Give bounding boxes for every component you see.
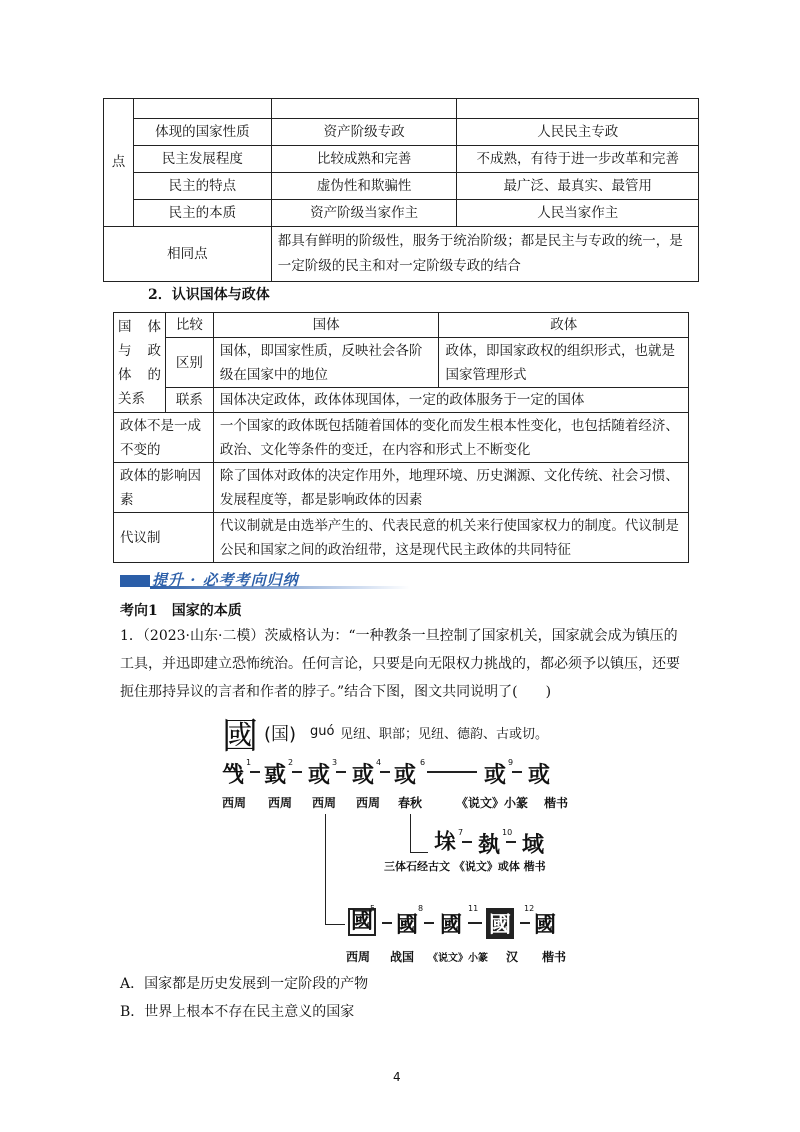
head-note: 见纽、职部；见纽、德韵、古或切。 (340, 727, 549, 742)
glyph: 𡋠 (434, 830, 457, 855)
period-label: 汉 (506, 950, 519, 964)
section-banner (120, 569, 400, 593)
glyph: 國 (440, 913, 463, 938)
table1-cell: 虚伪性和欺骗性 (271, 173, 457, 200)
glyph-number: 9 (508, 758, 514, 767)
banner-text: 提升 · 必考考向归纳 (152, 571, 299, 589)
col-zhengti: 政体 (439, 313, 689, 338)
glyph-number: 5 (370, 904, 376, 913)
period-label: 战国 (390, 950, 415, 964)
table1-cell: 比较成熟和完善 (271, 146, 457, 173)
option-b: B．世界上根本不存在民主意义的国家 (120, 1004, 355, 1020)
table1-cell: 人民当家作主 (457, 200, 699, 227)
period-label: 楷书 (544, 796, 569, 810)
table1-cell: 资产阶级当家作主 (271, 200, 457, 227)
diff-zhengti: 政体，即国家政权的组织形式，也就是国家管理形式 (439, 338, 689, 388)
table1-cell: 民主的本质 (133, 200, 271, 227)
table2-row-label: 政体的影响因素 (114, 463, 214, 513)
table1-cell: 不成熟，有待于进一步改革和完善 (457, 146, 699, 173)
compare-label: 比较 (165, 313, 213, 338)
period-label: 西周 (222, 796, 247, 810)
banner-bar (120, 575, 150, 587)
table1-cell: 最广泛、最真实、最管用 (457, 173, 699, 200)
table2-row-text: 一个国家的政体既包括随着国体的变化而发生根本性变化，也包括随着经济、政治、文化等条件的变迁，在内容和形式上不断变化 (213, 413, 688, 463)
table1-cell (457, 99, 699, 119)
link-label: 联系 (165, 388, 213, 413)
glyph: 國 (396, 913, 419, 938)
glyph: 或 (308, 763, 331, 788)
table1-cell: 人民民主专政 (457, 119, 699, 146)
period-label: 《说文》小篆 (428, 953, 488, 964)
diff-guoti: 国体，即国家性质，反映社会各阶级在国家中的地位 (213, 338, 439, 388)
glyph-number: 3 (332, 758, 338, 767)
diff-label: 区别 (165, 338, 213, 388)
pinyin: guó (310, 724, 335, 739)
democracy-comparison-table (103, 98, 699, 282)
table1-cell (133, 99, 271, 119)
glyph: 或 (394, 763, 417, 788)
col-guoti: 国体 (213, 313, 439, 338)
table2-row-label: 政体不是一成不变的 (114, 413, 214, 463)
glyph: 埶 (478, 833, 501, 858)
glyph: 或 (484, 763, 507, 788)
period-label: 《说文》小篆 (456, 796, 529, 810)
glyph: 國 (348, 908, 376, 936)
glyph: 域 (522, 833, 545, 858)
period-label: 西周 (312, 796, 337, 810)
glyph-number: 4 (376, 758, 382, 767)
glyph-number: 8 (418, 904, 424, 913)
glyph-number: 12 (524, 904, 535, 913)
row2-label: 三体石经古文 《说文》或体 楷书 (384, 860, 546, 873)
table1-cell: 资产阶级专政 (271, 119, 457, 146)
head-char: 國 (222, 716, 259, 757)
table1-cell: 民主的特点 (133, 173, 271, 200)
guo-etymology-figure (222, 708, 582, 968)
section-title: 2．认识国体与政体 (148, 287, 270, 303)
glyph-number: 7 (458, 828, 464, 837)
kaoxiang-title: 考向1 国家的本质 (120, 603, 242, 619)
table1-same-text: 都具有鲜明的阶级性，服务于统治阶级；都是民主与专政的统一，是一定阶级的民主和对一定阶级专政的结合 (271, 227, 698, 282)
period-label: 西周 (268, 796, 293, 810)
glyph-number: 2 (288, 758, 294, 767)
state-system-table (113, 312, 689, 563)
glyph-number: 6 (420, 758, 426, 767)
glyph-number: 11 (468, 904, 479, 913)
period-label: 春秋 (398, 796, 423, 810)
table1-cell: 民主发展程度 (133, 146, 271, 173)
relation-label: 国 体 与 政 体 的 关系 (114, 313, 166, 413)
table1-same-label: 相同点 (104, 227, 272, 282)
glyph: 或 (352, 763, 375, 788)
table2-row-text: 除了国体对政体的决定作用外，地理环境、历史渊源、文化传统、社会习惯、发展程度等，都是影响政体的因素 (213, 463, 688, 513)
period-label: 西周 (356, 796, 381, 810)
glyph: 或 (528, 763, 551, 788)
table1-cell (271, 99, 457, 119)
table2-row-label: 代议制 (114, 513, 214, 563)
question-text: 1．（2023·山东·二模）茨威格认为：“一种教条一旦控制了国家机关，国家就会成为镇压的工具，并迅即建立恐怖统治。任何言论，只要是向无限权力挑战的，都必须予以镇压，还要扼住那持异议的言者和作者的脖子。”结合下图，图文共同说明了( ) (120, 628, 680, 700)
table2-row-text: 代议制就是由选举产生的、代表民意的机关来行使国家权力的制度。代议制是公民和国家之间的政治纽带，这是现代民主政体的共同特征 (213, 513, 688, 563)
table1-cell: 体现的国家性质 (133, 119, 271, 146)
glyph: 國 (534, 913, 557, 938)
page-number: 4 (393, 1070, 401, 1084)
glyph: 戜 (264, 763, 287, 788)
link-text: 国体决定政体，政体体现国体，一定的政体服务于一定的国体 (213, 388, 688, 413)
glyph-number: 10 (502, 828, 513, 837)
glyph: 國 (486, 908, 514, 939)
table1-side-label: 点 (104, 99, 134, 227)
glyph: 㦰 (222, 763, 245, 788)
period-label: 楷书 (542, 950, 567, 964)
head-simplified: (国) (264, 724, 297, 745)
option-a: A．国家都是历史发展到一定阶段的产物 (120, 976, 369, 992)
period-label: 西周 (346, 950, 371, 964)
glyph-number: 1 (246, 758, 252, 767)
